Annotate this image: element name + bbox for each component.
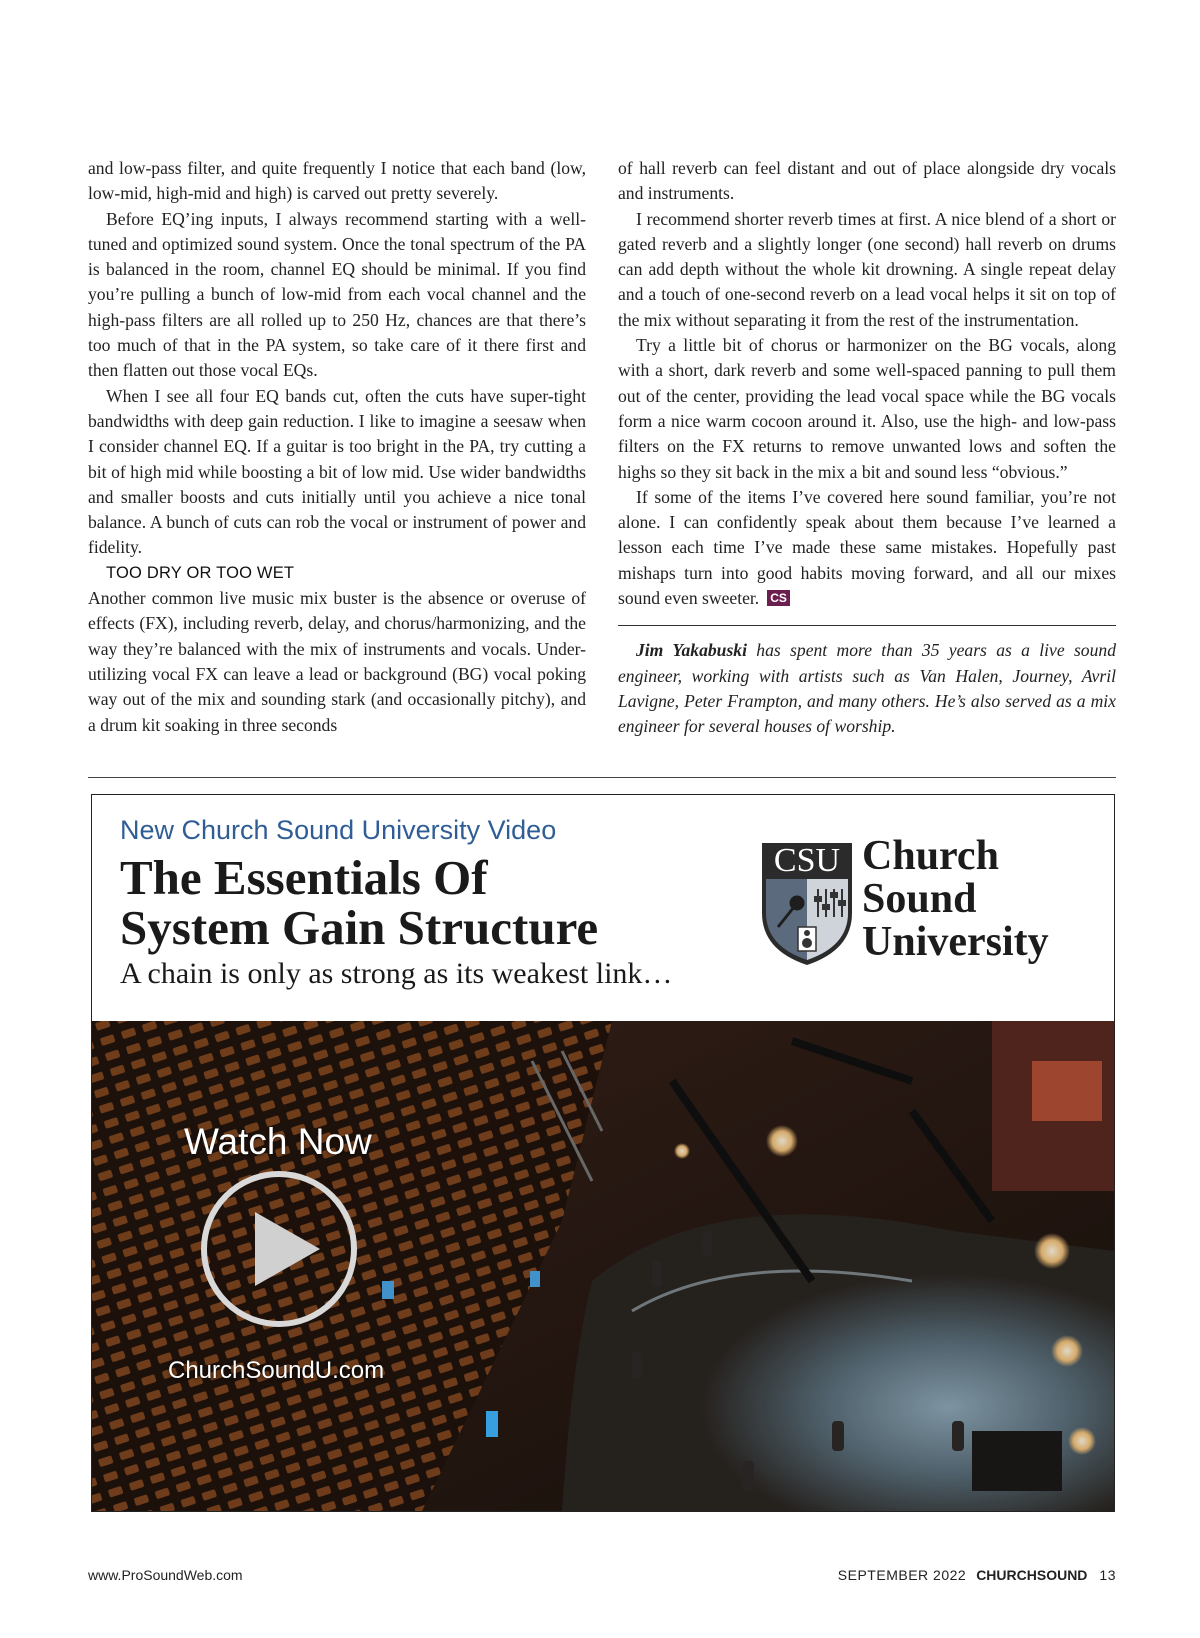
paragraph: Before EQ’ing inputs, I always recommend starting with a well-tuned and optimized sound system. Once the tonal spectrum of the PA is balanced in the room, channel EQ should be minimal. If you find you’re pulling a bunch of low-mid from each vocal channel and the high-pass filters are all rolled up to 250 Hz, chances are that there’s too much of that in the PA system, so take care of it there first and then flatten out those vocal EQs. bbox=[88, 208, 586, 381]
logo-line: Church bbox=[862, 833, 999, 879]
page-number: 13 bbox=[1099, 1567, 1116, 1583]
logo-line: Sound bbox=[862, 876, 977, 922]
footer-issue: SEPTEMBER 2022 bbox=[837, 1567, 967, 1583]
ad-title-line: System Gain Structure bbox=[120, 900, 599, 955]
ad-title bbox=[120, 850, 720, 955]
logo-line: University bbox=[862, 919, 1049, 965]
csu-advertisement[interactable] bbox=[91, 794, 1115, 1512]
author-bio bbox=[618, 638, 1116, 739]
paragraph: When I see all four EQ bands cut, often the cuts have super-tight bandwidths with deep gain reduction. I like to imagine a seesaw when I consider channel EQ. If a guitar is too bright in the PA, try cutting a bit of high mid while boosting a bit of low mid. Use wider bandwidths and smaller boosts and cuts initially until you achieve a nice tonal balance. A bunch of cuts can rob the vocal or instrument of power and fidelity. bbox=[88, 385, 586, 558]
ad-url-link[interactable]: ChurchSoundU.com bbox=[168, 1357, 385, 1384]
author-bio-text: has spent more than 35 years as a live sound engineer, working with artists such as Van Halen, Journey, Avril Lavigne, Peter Frampton, and many others. He’s also served as a mix engineer for several houses of worship. bbox=[618, 640, 1116, 737]
footer-website: www.ProSoundWeb.com bbox=[88, 1567, 243, 1583]
article-column-left bbox=[88, 156, 586, 738]
bio-divider bbox=[618, 625, 1116, 626]
ad-title-line: The Essentials Of bbox=[120, 850, 488, 905]
section-subhead: TOO DRY OR TOO WET bbox=[106, 563, 295, 582]
ad-subtitle: A chain is only as strong as its weakest link… bbox=[120, 957, 673, 990]
article-column-right bbox=[618, 156, 1116, 740]
paragraph: Try a little bit of chorus or harmonizer on the BG vocals, along with a short, dark reverb and some well-spaced panning to pull them out of the center, providing the lead vocal space while the BG vocals form a nice warm cocoon around it. Also, use the high- and low-pass filters on the FX returns to remove unwanted lows and soften the highs so they sit back in the mix a bit and sound less “obvious.” bbox=[618, 335, 1116, 482]
author-name: Jim Yakabuski bbox=[636, 640, 747, 661]
paragraph: of hall reverb can feel distant and out of place alongside dry vocals and instruments. bbox=[618, 158, 1116, 204]
ad-kicker: New Church Sound University Video bbox=[120, 815, 557, 845]
watch-now-label[interactable]: Watch Now bbox=[184, 1121, 372, 1162]
logo-abbrev: CSU bbox=[773, 842, 841, 879]
page-divider bbox=[88, 777, 1116, 778]
end-of-article-mark: CS bbox=[767, 590, 790, 606]
paragraph: I recommend shorter reverb times at first. A nice blend of a short or gated reverb and a slightly longer (one second) hall reverb on drums can add depth without the whole kit drowning. A single repeat delay and a touch of one-second reverb on a lead vocal helps it sit on top of the mix without separating it from the rest of the instrumentation. bbox=[618, 208, 1116, 330]
play-icon[interactable] bbox=[198, 1168, 360, 1330]
footer-folio bbox=[838, 1567, 1116, 1583]
speaker-icon bbox=[798, 927, 816, 951]
paragraph: and low-pass filter, and quite frequently I notice that each band (low, low-mid, high-mid and high) is carved out pretty severely. bbox=[88, 158, 586, 204]
paragraph-text: If some of the items I’ve covered here sound familiar, you’re not alone. I can confidently speak about them because I’ve learned a lesson each time I’ve made these same mistakes. Hopefully past mishaps turn into good habits moving forward, and all our mixes sound even sweeter. bbox=[618, 486, 1116, 609]
paragraph: Another common live music mix buster is the absence or overuse of effects (FX), including reverb, delay, and chorus/harmonizing, and the way they’re balanced with the mix of instruments and vocals. Under-utilizing vocal FX can leave a lead or background (BG) vocal poking way out of the mix and sounding stark (and occasionally pitchy), and a drum kit soaking in three seconds bbox=[88, 588, 586, 735]
footer-brand: CHURCHSOUND bbox=[976, 1567, 1088, 1583]
paragraph-final bbox=[618, 485, 1116, 611]
logo-wordmark bbox=[862, 835, 1049, 964]
